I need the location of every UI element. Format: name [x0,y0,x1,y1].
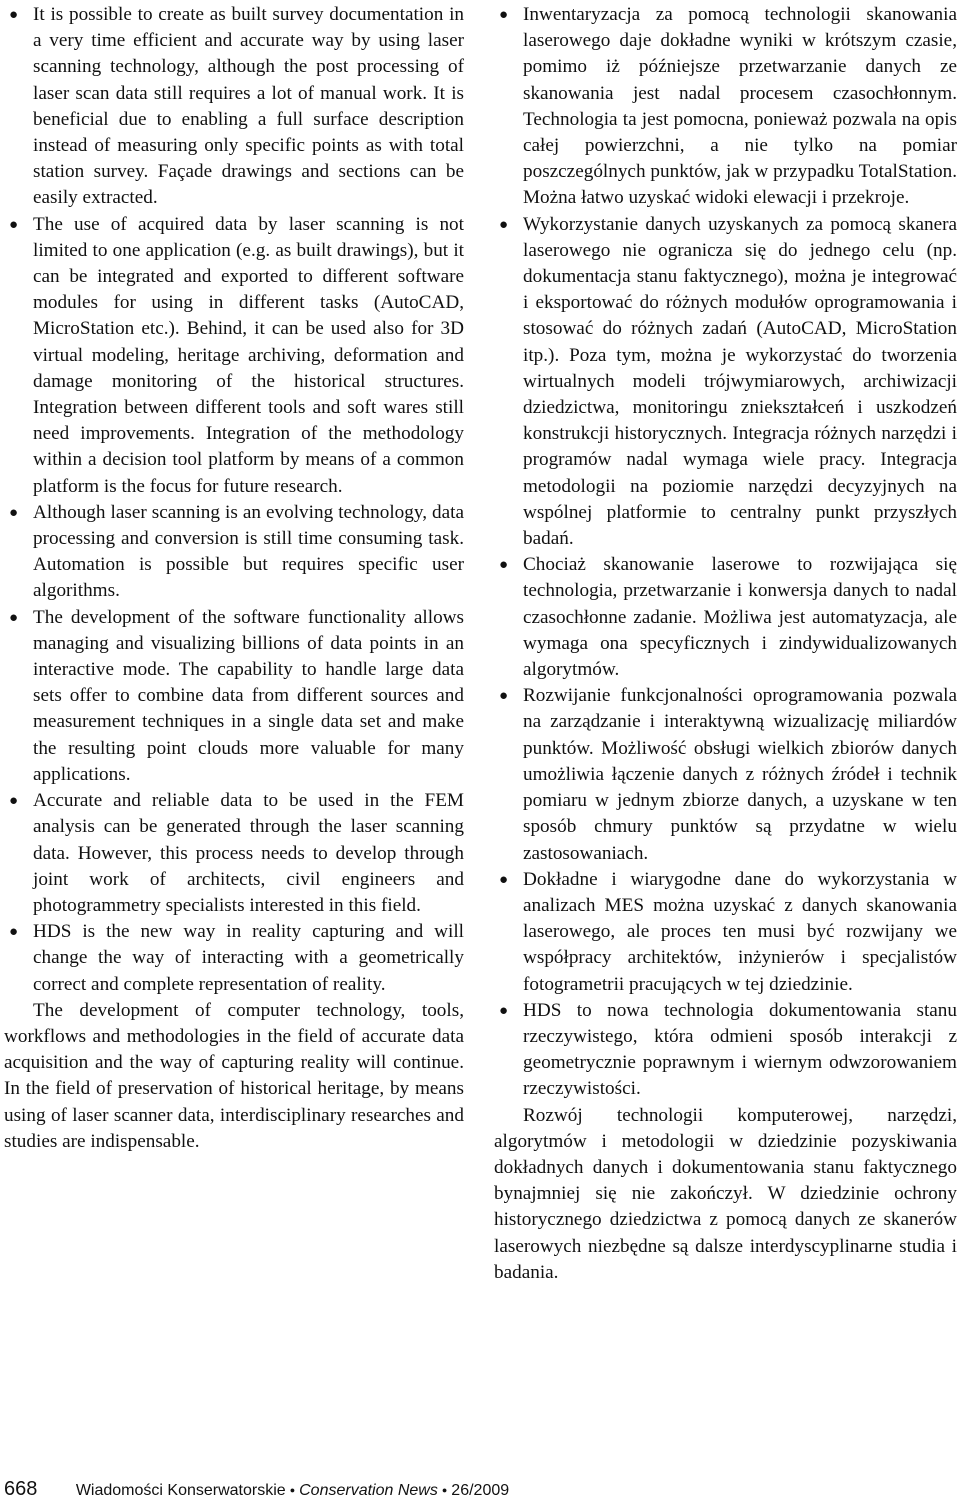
bullet-dot-icon: ● [499,1002,509,1019]
bullet-text: Inwentaryzacja za pomocą technologii skanowania laserowego daje dokładne wyniki w krótszym czasie, pomimo iż późniejsze przetwarzanie danych ze skanowania jest nadal procesem czasochłonnym. Technologia ta jest pomocna, ponieważ pozwala na opis całej powierzchni, a nie tylko na pomiar poszczególnych punktów, jak w przypadku TotalStation. Można łatwo uzyskać widoki elewacji i przekroje. [523,4,957,209]
bullet-dot-icon: ● [9,609,19,626]
page-footer [4,1478,509,1501]
bullet-item [494,998,957,1103]
journal-title-en: Conservation News [299,1482,438,1499]
bullet-item [4,605,464,788]
bullet-dot-icon: ● [499,216,509,233]
bullet-dot-icon: ● [9,793,19,810]
bullet-item [4,788,464,919]
conclusion-bullets-pl [494,2,957,1103]
bullet-item [4,919,464,998]
bullet-dot-icon: ● [499,688,509,705]
bullet-dot-icon: ● [499,871,509,888]
separator-dot-icon: ● [441,1485,448,1495]
bullet-dot-icon: ● [499,7,509,23]
left-column-english [4,2,464,1155]
bullet-dot-icon: ● [9,924,19,941]
bullet-text: HDS is the new way in reality capturing and will change the way of interacting with a geometrically correct and complete representation of reality. [33,921,464,995]
bullet-dot-icon: ● [499,557,509,574]
conclusion-bullets-en [4,2,464,998]
bullet-item [4,500,464,605]
journal-title-pl: Wiadomości Konserwatorskie [75,1482,286,1499]
bullet-text: The use of acquired data by laser scanning is not limited to one application (e.g. as built drawings), but it can be integrated and exported to different software modules for using in different tasks (AutoCAD, MicroStation etc.). Behind, it can be used also for 3D virtual modeling, heritage archiving, deformation and damage monitoring of the historical structures. Integration between different tools and soft wares still need improvements. Integration of the methodology within a decision tool platform by means of a common platform is the focus for future research. [33,213,464,497]
closing-paragraph-pl: Rozwój technologii komputerowej, narzędzi, algorytmów i metodologii w dziedzinie pozyskiwania dokładnych danych i dokumentowania stanu faktycznego bynajmniej się nie zakończył. W dziedzinie ochrony historycznego dziedzictwa z pomocą danych ze skanerów laserowych niezbędne są dalsze interdyscyplinarne studia i badania. [494,1104,957,1283]
closing-paragraph-en: The development of computer technology, tools, workflows and methodologies in the field of accurate data acquisition and the way of capturing reality will continue. In the field of preservation of historical heritage, by means using of laser scanner data, interdisciplinary researches and studies are indispensable. [4,999,464,1152]
bullet-text: The development of the software functionality allows managing and visualizing billions of data points in an interactive mode. The capability to handle large data sets offer to combine data from different sources and measurement techniques in a single data set and make the resulting point clouds more valuable for many applications. [33,606,464,785]
bullet-text: Rozwijanie funkcjonalności oprogramowania pozwala na zarządzanie i interaktywną wizualizację miliardów punktów. Możliwość obsługi wielkich zbiorów danych umożliwia łączenie danych z różnych źródeł i technik pomiaru w jednym zbiorze danych, a uzyskane w ten sposób chmury punktów są przydatne w wielu zastosowaniach. [523,685,957,864]
bullet-text: It is possible to create as built survey documentation in a very time efficient and accurate way by using laser scanning technology, although the post processing of laser scan data still requires a lot of manual work. It is beneficial due to enabling a full surface description instead of measuring only specific points as with total station survey. Façade drawings and sections can be easily extracted. [33,4,464,209]
bullet-text: Although laser scanning is an evolving technology, data processing and conversion is still time consuming task. Automation is possible but requires specific user algorithms. [33,501,464,602]
bullet-text: Dokładne i wiarygodne dane do wykorzystania w analizach MES można uzyskać z danych skanowania laserowego, ale proces ten musi być rozwijany we współpracy architektów, inżynierów i specjalistów fotogrametrii pracujących w tej dziedzinie. [523,868,957,995]
bullet-item [494,867,957,998]
page-number: 668 [4,1478,38,1500]
bullet-item [4,2,464,212]
bullet-dot-icon: ● [9,216,19,233]
bullet-text: HDS to nowa technologia dokumentowania stanu rzeczywistego, która odmieni sposób interakcji z geometrycznie poprawnym i wiernym odwzorowaniem rzeczywistości. [523,999,957,1100]
bullet-text: Accurate and reliable data to be used in the FEM analysis can be generated through the laser scanning data. However, this process needs to develop through joint work of architects, civil engineers and photogrammetry specialists interested in this field. [33,790,464,916]
bullet-dot-icon: ● [9,504,19,521]
bullet-item [494,552,957,683]
bullet-text: Chociaż skanowanie laserowe to rozwijająca się technologia, przetwarzanie i konwersja danych to nadal czasochłonne zadanie. Możliwa jest automatyzacja, ale wymaga ona specyficznych i zindywidualizowanych algorytmów. [523,554,957,681]
separator-dot-icon: ● [289,1485,296,1495]
bullet-item [4,212,464,500]
bullet-item [494,683,957,866]
right-column-polish [494,2,957,1286]
bullet-dot-icon: ● [9,7,19,23]
issue-number: 26/2009 [451,1482,510,1499]
bullet-item [494,212,957,553]
bullet-text: Wykorzystanie danych uzyskanych za pomocą skanera laserowego nie ogranicza się do jednego celu (np. dokumentacja stanu faktycznego), można je integrować i eksportować do różnych modułów oprogramowania i stosować do różnych zadań (AutoCAD, MicroStation itp.). Poza tym, można je wykorzystać do tworzenia wirtualnych modeli trójwymiarowych, archiwizacji dziedzictwa, monitoringu zniekształceń i uszkodzeń konstrukcji historycznych. Integracja różnych narzędzi i programów nadal wymaga wiele pracy. Integracja metodologii na poziomie narzędzi decyzyjnych na wspólnej platformie to centralny punkt przyszłych badań. [523,213,957,550]
bullet-item [494,2,957,212]
